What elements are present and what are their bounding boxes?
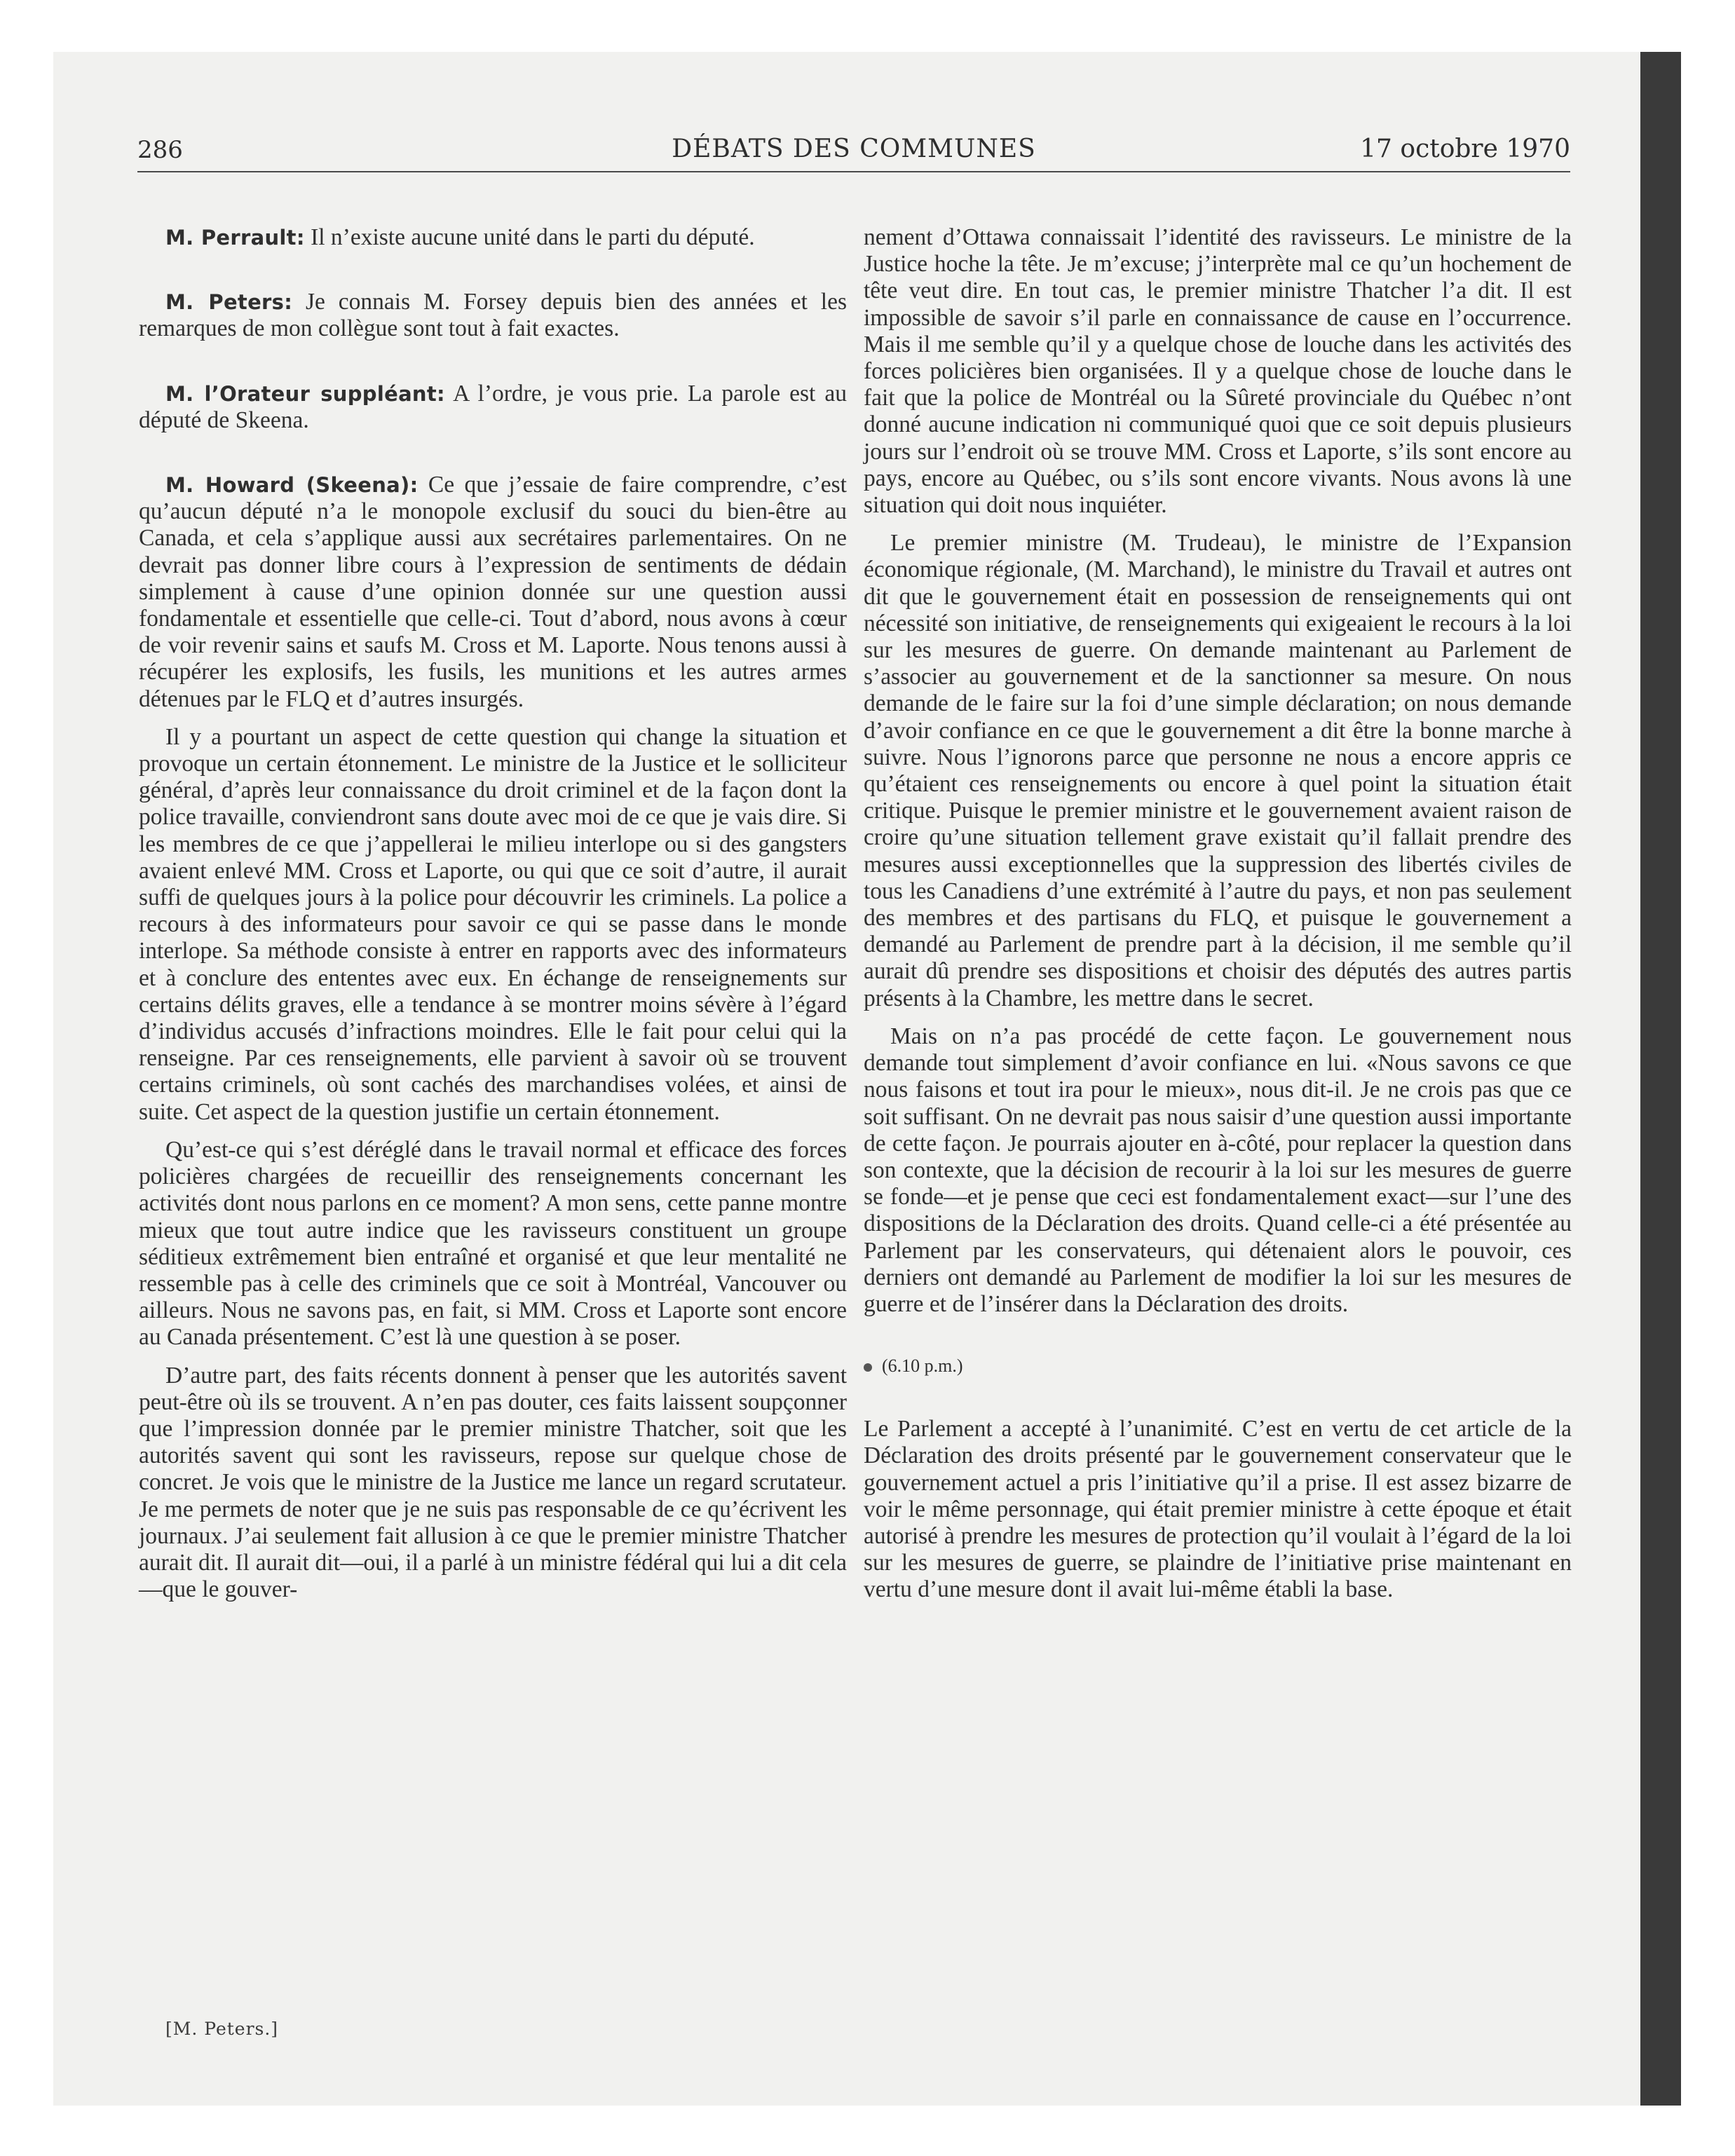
speaker-name: M. Perrault: bbox=[165, 226, 305, 250]
paragraph: Le Parlement a accepté à l’unanimité. C’est en vertu de cet article de la Déclaration des droits présenté par le gouvernement conservateur que le gouvernement actuel a pris l’initiative qu’il a prise. Il est assez bizarre de voir le même personnage, qui était premier ministre à cette époque et était autorisé à prendre les mesures de protection qu’il voulait à l’égard de la loi sur les mesures de guerre, se plaindre de l’initiative prise maintenant en vertu d’une mesure dont il avait lui-même établi la base. bbox=[864, 1416, 1572, 1603]
paragraph bbox=[139, 472, 847, 713]
paragraph bbox=[139, 289, 847, 342]
bullet-icon bbox=[864, 1363, 872, 1372]
paragraph: Qu’est-ce qui s’est déréglé dans le travail normal et efficace des forces policières chargées de recueillir des renseignements concernant les activités dont nous parlons en ce moment? A mon sens, cette panne montre mieux que tout autre indice que les ravisseurs constituent un groupe séditieux extrêmement bien entraîné et organisé et que leur mentalité ne ressemble pas à celle des criminels que ce soit à Montréal, Vancouver ou ailleurs. Nous ne savons pas, en fait, si MM. Cross et Laporte sont encore au Canada présentement. C’est là une question à se poser. bbox=[139, 1136, 847, 1351]
scan-edge-shadow bbox=[1640, 52, 1681, 2106]
speaker-name: M. Peters: bbox=[165, 290, 293, 315]
speech-text: Ce que j’essaie de faire comprendre, c’est qu’aucun député n’a le monopole exclusif du souci du bien-être au Canada, et cela s’applique aussi aux secrétaires parlementaires. On ne devrait pas donner libre cours à l’expression de sentiments de dédain simplement à cause d’une opinion donnée sur une question aussi fondamentale et essentielle que celle-ci. Tout d’abord, nous avons à cœur de voir revenir sains et saufs M. Cross et M. Laporte. Nous tenons aussi à récupérer les explosifs, les fusils, les munitions et les autres armes détenues par le FLQ et d’autres insurgés. bbox=[139, 472, 847, 712]
paragraph: nement d’Ottawa connaissait l’identité des ravisseurs. Le ministre de la Justice hoche la tête. Je m’excuse; j’interprète mal ce qu’un hochement de tête veut dire. En tout cas, le premier ministre Thatcher l’a dit. Il est impossible de savoir s’il parle en connaissance de cause en l’occurrence. Mais il me semble qu’il y a quelque chose de louche dans les activités des forces policières bien organisées. Il y a quelque chose de louche dans le fait que la police de Montréal ou la Sûreté provinciale du Québec n’ont donné aucune indication ni communiqué quoi que ce soit depuis plusieurs jours sur l’endroit où se trouve MM. Cross et Laporte, s’ils sont encore au pays, encore au Québec, ou s’ils sont encore vivants. Nous avons là une situation qui doit nous inquiéter. bbox=[864, 224, 1572, 519]
speaker-name: M. Howard (Skeena): bbox=[165, 473, 419, 498]
speech-text: Il n’existe aucune unité dans le parti du député. bbox=[304, 224, 755, 250]
paragraph: Mais on n’a pas procédé de cette façon. Le gouvernement nous demande tout simplement d’avoir confiance en lui. «Nous savons ce que nous faisons et tout ira pour le mieux», nous dit-il. Je ne crois pas que ce soit suffisant. On ne devrait pas nous saisir d’une question aussi importante de cette façon. Je pourrais ajouter en à-côté, pour replacer la question dans son contexte, que la décision de recourir à la loi sur les mesures de guerre se fonde—et je pense que ceci est fondamentalement exact—sur l’une des dispositions de la Déclaration des droits. Quand celle-ci a été présentée au Parlement par les conservateurs, qui détenaient alors le pouvoir, ces derniers ont demandé au Parlement de modifier la loi sur les mesures de guerre et de l’insérer dans la Déclaration des droits. bbox=[864, 1023, 1572, 1317]
left-column bbox=[139, 224, 847, 1603]
running-title: DÉBATS DES COMMUNES bbox=[672, 135, 1036, 163]
page-date: 17 octobre 1970 bbox=[1360, 135, 1570, 163]
paragraph: Le premier ministre (M. Trudeau), le ministre de l’Expansion économique régionale, (M. Marchand), le ministre du Travail et autres ont dit que le gouvernement était en possession de renseignements qui ont nécessité son initiative, de renseignements qui exigeaient le recours à la loi sur les mesures de guerre. On demande maintenant au Parlement de s’associer au gouvernement et de la sanctionner sa mesure. On nous demande de le faire sur la foi d’une simple déclaration; on nous demande d’avoir confiance en ce que le gouvernement a dit être la bonne marche à suivre. Nous l’ignorons parce que personne ne nous a encore appris ce qu’étaient ces renseignements ou encore à quel point la situation était critique. Puisque le premier ministre et le gouvernement avaient raison de croire qu’une situation tellement grave existait qu’il fallait prendre des mesures aussi exceptionnelles que la suppression des libertés civiles de tous les Canadiens d’une extrémité à l’autre du pays, et non pas seulement des membres et des partisans du FLQ, et puisque le gouvernement a demandé au Parlement de prendre part à la décision, il me semble qu’il aurait dû prendre ses dispositions et choisir des députés des autres partis présents à la Chambre, les mettre dans le secret. bbox=[864, 530, 1572, 1011]
speech-text: A l’ordre, je vous prie. La parole est au député de Skeena. bbox=[139, 380, 847, 433]
paragraph: D’autre part, des faits récents donnent à penser que les autorités savent peut-être où ils se trouvent. A n’en pas douter, ces faits laissent soupçonner que l’impression donnée par le premier ministre Thatcher, soit que les autorités savent qui sont les ravisseurs, repose sur quelque chose de concret. Je vois que le ministre de la Justice me lance un regard scrutateur. Je me permets de noter que je ne suis pas responsable de ce qu’écrivent les journaux. J’ai seulement fait allusion à ce que le premier ministre Thatcher aurait dit. Il aurait dit—oui, il a parlé à un ministre fédéral qui lui a dit cela—que le gouver- bbox=[139, 1362, 847, 1603]
time-stamp-text: (6.10 p.m.) bbox=[882, 1356, 963, 1377]
right-column bbox=[864, 224, 1572, 1604]
page-number: 286 bbox=[137, 136, 183, 164]
paragraph: Il y a pourtant un aspect de cette question qui change la situation et provoque un certain étonnement. Le ministre de la Justice et le solliciteur général, d’après leur connaissance du droit criminel et de la façon dont la police travaille, conviendront sans doute avec moi de ce que je vais dire. Si les membres de ce que j’appellerai le milieu interlope ou si des gangsters avaient enlevé MM. Cross et Laporte, ou qui que ce soit d’autre, il aurait suffi de quelques jours à la police pour découvrir les criminels. La police a recours à des informateurs pour savoir ce qui se passe dans le monde interlope. Sa méthode consiste à entrer en rapports avec des informateurs et à conclure des ententes avec eux. En échange de renseignements sur certains délits graves, elle a tendance à se montrer moins sévère à l’égard d’individus accusés d’infractions moindres. Elle le fait pour celui qui la renseigne. Par ces renseignements, elle parvient à savoir où se trouvent certains criminels, où sont cachés des marchandises volées, et ainsi de suite. Cet aspect de la question justifie un certain étonnement. bbox=[139, 723, 847, 1125]
paragraph bbox=[139, 381, 847, 434]
paragraph bbox=[139, 224, 847, 251]
time-stamp bbox=[864, 1353, 1572, 1379]
page-header bbox=[137, 132, 1570, 172]
speaker-name: M. l’Orateur suppléant: bbox=[165, 381, 445, 406]
footer-speaker-note: [M. Peters.] bbox=[165, 2019, 279, 2039]
speech-text: Je connais M. Forsey depuis bien des années et les remarques de mon collègue sont tout à fait exactes. bbox=[139, 289, 847, 342]
